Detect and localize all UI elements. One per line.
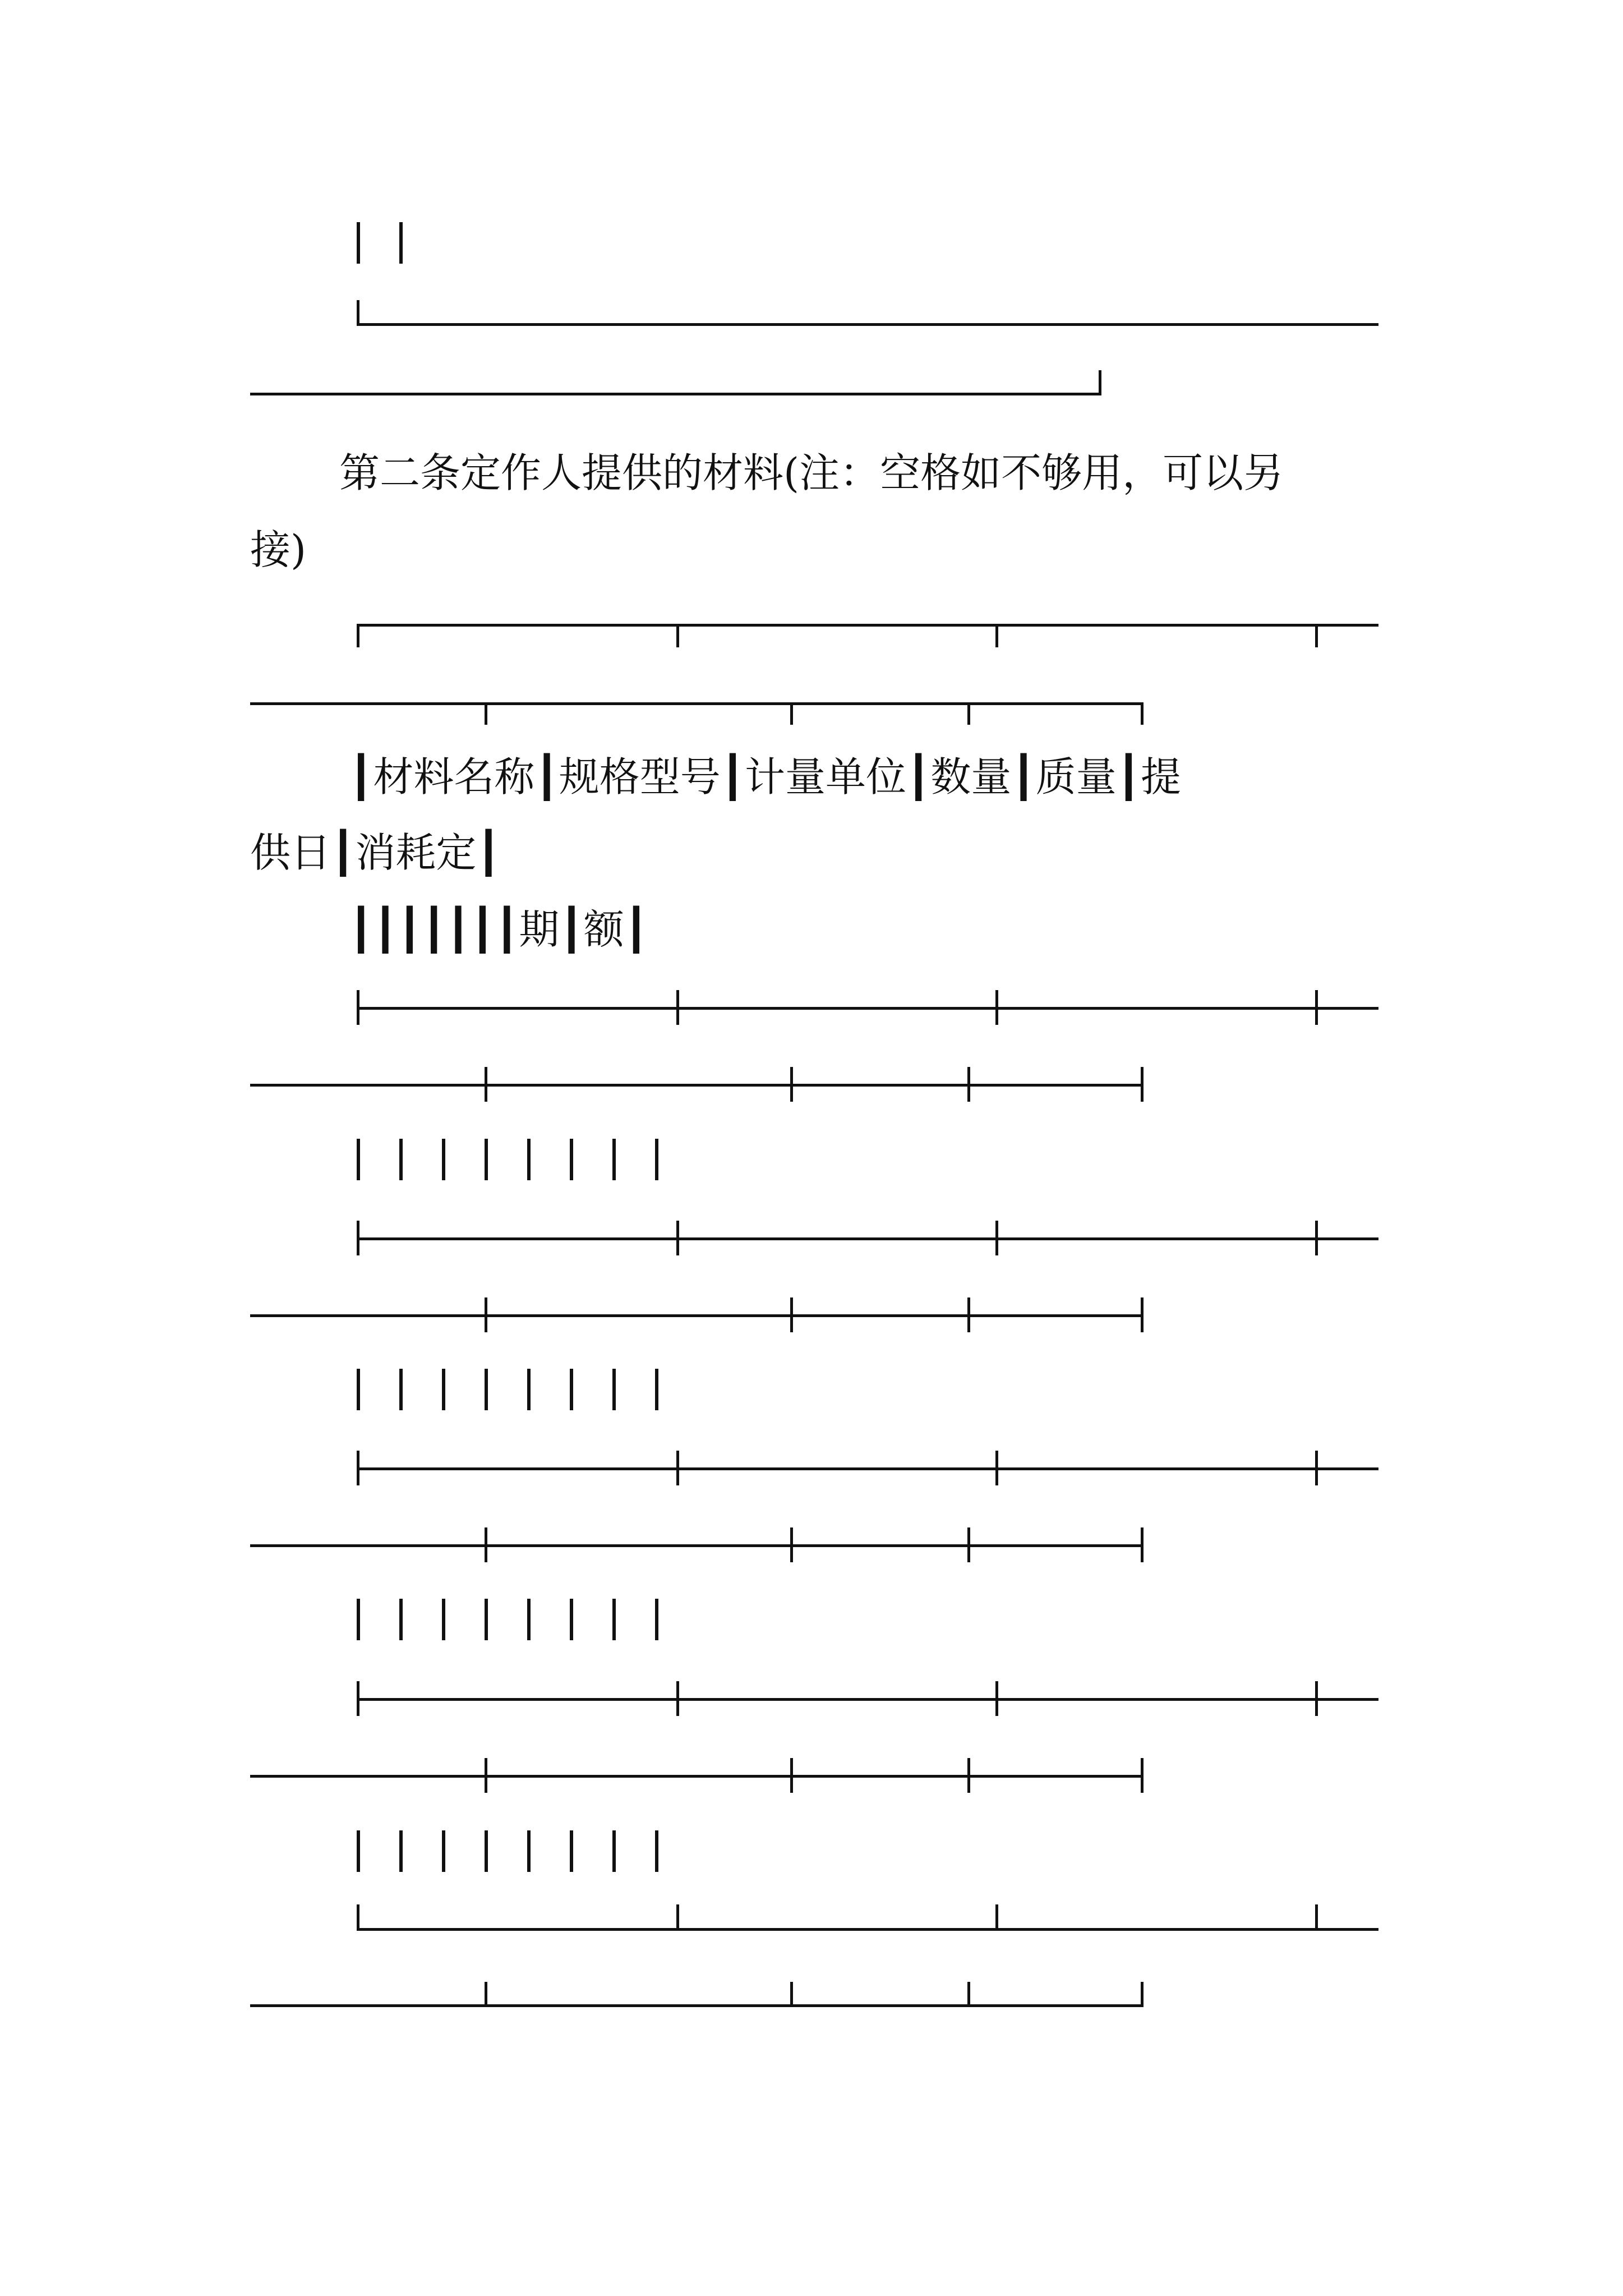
table-tick xyxy=(967,1982,970,2007)
table-separator-continued xyxy=(250,1084,1144,1087)
table-tick xyxy=(1315,1904,1318,1931)
table-rule xyxy=(250,393,1101,395)
table-tick xyxy=(485,1297,487,1332)
section-heading: 第二条定作人提供的材料(注：空格如不够用，可以另 xyxy=(339,449,1284,496)
table-tick xyxy=(357,1221,359,1255)
table-tick xyxy=(967,1527,970,1562)
table-vertical-bar xyxy=(357,222,360,264)
table-vertical-bar xyxy=(399,222,403,264)
table-tick xyxy=(676,1221,679,1255)
table-tick xyxy=(790,1982,793,2007)
table-rule xyxy=(357,323,1378,326)
table-tick xyxy=(1141,1758,1144,1793)
table-tick xyxy=(995,624,998,647)
table-tick xyxy=(485,1758,487,1793)
table-tick xyxy=(676,1681,679,1716)
section-heading-continued: 接) xyxy=(250,526,307,573)
table-separator xyxy=(357,1237,1378,1240)
table-separator xyxy=(357,1698,1378,1701)
table-corner xyxy=(1099,370,1101,395)
table-separator-continued xyxy=(250,1314,1144,1317)
table-tick xyxy=(357,1681,359,1716)
table-header-line-2: 供日┃消耗定┃ xyxy=(250,829,501,876)
table-tick xyxy=(1315,990,1318,1025)
table-tick xyxy=(676,1451,679,1485)
table-header-line-1: ┃材料名称┃规格型号┃计量单位┃数量┃质量┃提 xyxy=(349,753,1182,800)
table-separator-continued xyxy=(250,1544,1144,1547)
table-tick xyxy=(676,990,679,1025)
table-corner xyxy=(357,624,359,647)
table-tick xyxy=(995,1904,998,1931)
table-corner xyxy=(357,300,359,326)
table-bottom-rule xyxy=(357,1928,1378,1931)
table-tick xyxy=(790,1758,793,1793)
table-tick xyxy=(790,1297,793,1332)
table-separator-continued xyxy=(250,1775,1144,1778)
table-bottom-rule-continued xyxy=(250,2004,1144,2007)
table-tick xyxy=(485,702,487,725)
table-tick xyxy=(1315,1681,1318,1716)
table-tick xyxy=(967,1297,970,1332)
table-tick xyxy=(676,1904,679,1931)
table-corner xyxy=(1141,702,1144,725)
table-tick xyxy=(790,1527,793,1562)
table-tick xyxy=(995,1451,998,1485)
table-tick xyxy=(1141,1297,1144,1332)
table-tick xyxy=(357,1451,359,1485)
table-separator xyxy=(357,1467,1378,1470)
table-tick xyxy=(1315,624,1318,647)
table-tick xyxy=(676,624,679,647)
table-tick xyxy=(995,1681,998,1716)
table-tick xyxy=(485,1527,487,1562)
table-top-rule xyxy=(357,624,1378,627)
table-separator xyxy=(357,1007,1378,1010)
table-tick xyxy=(967,702,970,725)
table-top-rule-continued xyxy=(250,702,1144,705)
table-corner xyxy=(357,1904,359,1931)
table-tick xyxy=(790,702,793,725)
table-tick xyxy=(1141,1067,1144,1102)
table-tick xyxy=(1141,1527,1144,1562)
table-tick xyxy=(485,1982,487,2007)
table-corner xyxy=(1141,1982,1144,2007)
table-tick xyxy=(485,1067,487,1102)
table-tick xyxy=(357,990,359,1025)
table-tick xyxy=(1315,1221,1318,1255)
table-tick xyxy=(1315,1451,1318,1485)
table-header-line-3: ┃┃┃┃┃┃┃期┃额┃ xyxy=(349,906,649,953)
table-tick xyxy=(995,1221,998,1255)
table-tick xyxy=(790,1067,793,1102)
table-tick xyxy=(967,1758,970,1793)
table-tick xyxy=(995,990,998,1025)
table-tick xyxy=(967,1067,970,1102)
